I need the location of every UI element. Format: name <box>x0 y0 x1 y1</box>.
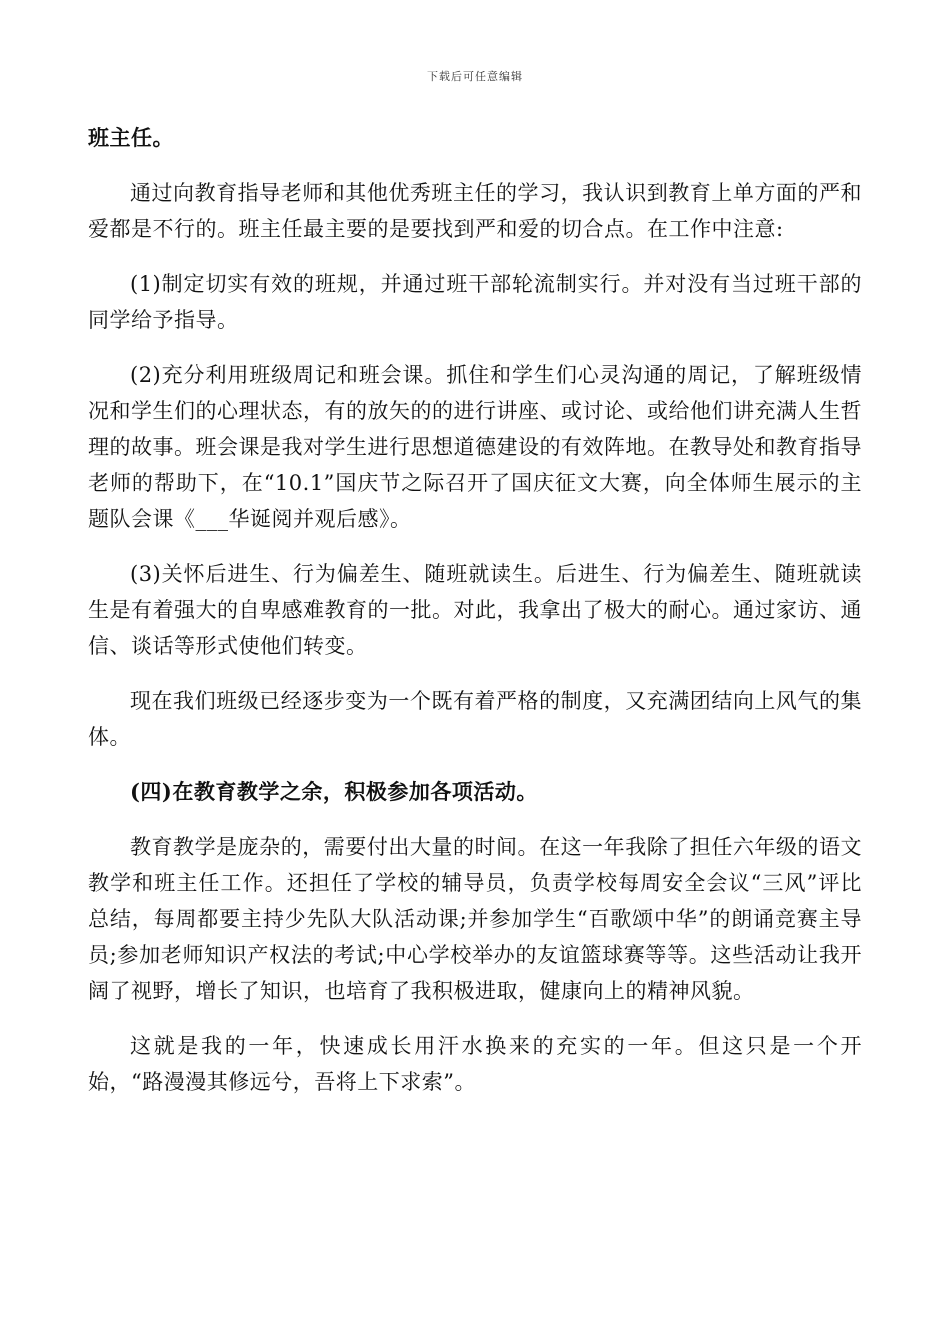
paragraph: 教育教学是庞杂的，需要付出大量的时间。在这一年我除了担任六年级的语文教学和班主任工作。还担任了学校的辅导员，负责学校每周安全会议“三风”评比总结，每周都要主持少先队大队活动课;并参加学生“百歌颂中华”的朗诵竞赛主导员;参加老师知识产权法的考试;中心学校举办的友谊篮球赛等等。这些活动让我开阔了视野，增长了知识，也培育了我积极进取，健康向上的精神风貌。 <box>88 835 862 1003</box>
paragraph: 通过向教育指导老师和其他优秀班主任的学习，我认识到教育上单方面的严和爱都是不行的。班主任最主要的是要找到严和爱的切合点。在工作中注意: <box>88 181 862 241</box>
header-note: 下载后可任意编辑 <box>427 70 523 83</box>
paragraph-item-1: (1)制定切实有效的班规，并通过班干部轮流制实行。并对没有当过班干部的同学给予指导。 <box>88 272 862 332</box>
paragraph-closing: 这就是我的一年，快速成长用汗水换来的充实的一年。但这只是一个开始，“路漫漫其修远兮，吾将上下求索”。 <box>88 1034 862 1094</box>
paragraph-item-3: (3)关怀后进生、行为偏差生、随班就读生。后进生、行为偏差生、随班就读生是有着强大的自卑感难教育的一批。对此，我拿出了极大的耐心。通过家访、通信、谈话等形式使他们转变。 <box>88 562 862 658</box>
document-body <box>88 120 862 1119</box>
paragraph: 现在我们班级已经逐步变为一个既有着严格的制度，又充满团结向上风气的集体。 <box>88 689 862 749</box>
section-heading: (四)在教育教学之余，积极参加各项活动。 <box>130 779 538 804</box>
paragraph-heading-continuation: 班主任。 <box>88 125 174 150</box>
paragraph-item-2: (2)充分利用班级周记和班会课。抓住和学生们心灵沟通的周记，了解班级情况和学生们的心理状态，有的放矢的的进行讲座、或讨论、或给他们讲充满人生哲理的故事。班会课是我对学生进行思想道德建设的有效阵地。在教导处和教育指导老师的帮助下，在“10.1”国庆节之际召开了国庆征文大赛，向全体师生展示的主题队会课《___华诞阅并观后感》。 <box>88 363 862 531</box>
